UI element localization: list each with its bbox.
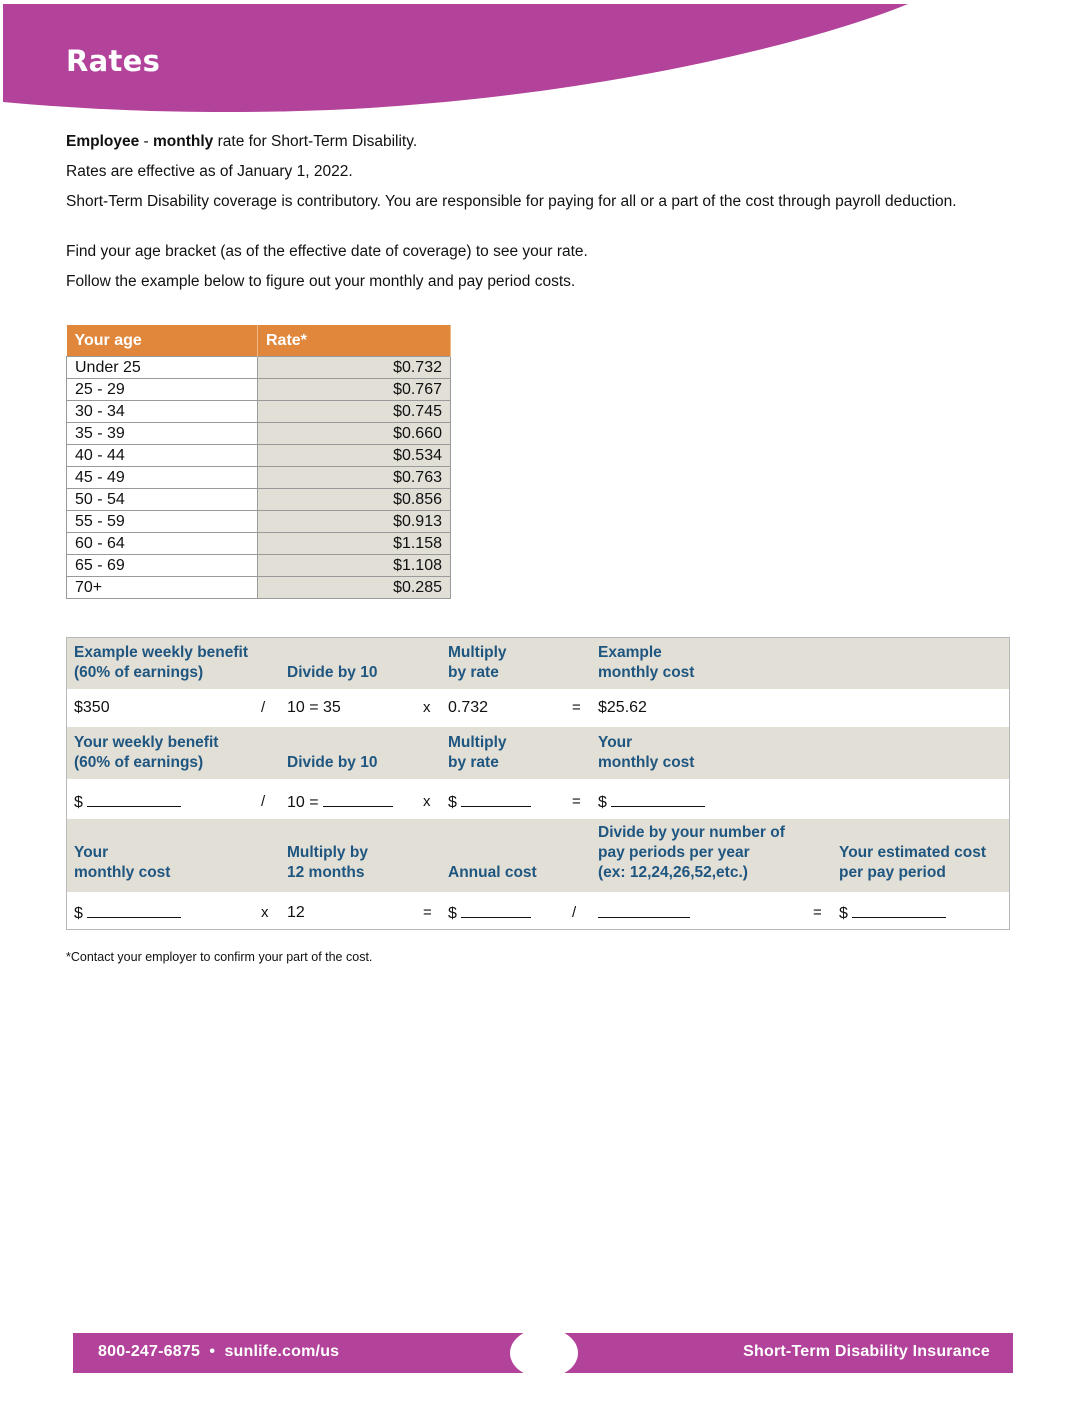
your-cost-label: Your monthly cost — [598, 734, 695, 771]
page-title: Rates — [66, 44, 161, 78]
your-benefit-label: Your weekly benefit (60% of earnings) — [74, 734, 219, 771]
example-values-row — [67, 689, 1009, 727]
rates-table-row — [67, 467, 451, 489]
your-values-row — [67, 779, 1009, 819]
rate-cell: $0.660 — [258, 423, 451, 445]
example-divide-value: 10 = 35 — [287, 699, 341, 716]
rates-table-row — [67, 357, 451, 379]
rates-table-row — [67, 555, 451, 577]
rates-table-body — [67, 357, 451, 599]
rate-cell: $0.285 — [258, 577, 451, 599]
age-bracket-cell: 30 - 34 — [67, 401, 258, 423]
intro-line-2: Rates are effective as of January 1, 2022. — [66, 163, 353, 180]
footer-contact — [98, 1343, 339, 1361]
age-bracket-cell: 70+ — [67, 577, 258, 599]
age-bracket-cell: Under 25 — [67, 357, 258, 379]
header-banner — [0, 0, 1088, 130]
rates-table-row — [67, 379, 451, 401]
equals-operator: = — [572, 793, 581, 810]
divide-operator: / — [261, 699, 266, 716]
rate-cell: $1.158 — [258, 533, 451, 555]
pay-periods-label: Divide by your number of pay periods per year (ex: 12,24,26,52,etc.) — [598, 824, 785, 881]
intro-line-1 — [66, 132, 966, 151]
equals-operator: = — [423, 904, 432, 921]
footnote: *Contact your employer to confirm your part of the cost. — [66, 950, 373, 964]
annual-multiply-label: Multiply by 12 months — [287, 844, 368, 881]
pay-periods-field[interactable] — [598, 903, 690, 924]
equals-operator: = — [572, 699, 581, 716]
rates-table-row — [67, 489, 451, 511]
divide-operator: / — [572, 904, 577, 921]
intro-line-3: Short-Term Disability coverage is contributory. You are responsible for paying for all or a part of the cost through payroll deduction. — [66, 193, 957, 210]
your-multiply-label: Multiply by rate — [448, 734, 507, 771]
rate-cell: $0.913 — [258, 511, 451, 533]
intro-bold-monthly: monthly — [153, 133, 214, 150]
your-divide-label: Divide by 10 — [287, 754, 378, 771]
rate-cell: $0.732 — [258, 357, 451, 379]
age-bracket-cell: 55 - 59 — [67, 511, 258, 533]
annual-header-band — [67, 819, 1009, 892]
example-benefit-label: Example weekly benefit (60% of earnings) — [74, 644, 249, 681]
rates-table-row — [67, 577, 451, 599]
your-header-band — [67, 727, 1009, 779]
age-bracket-cell: 25 - 29 — [67, 379, 258, 401]
rates-table-header — [67, 325, 451, 357]
footer-website-link[interactable]: sunlife.com/us — [224, 1343, 340, 1360]
age-bracket-cell: 45 - 49 — [67, 467, 258, 489]
col-header-age: Your age — [67, 325, 258, 357]
your-rate-field[interactable]: $ — [448, 792, 531, 813]
estimated-cost-field[interactable]: $ — [839, 903, 946, 924]
age-bracket-cell: 50 - 54 — [67, 489, 258, 511]
annual-monthly-label: Your monthly cost — [74, 844, 171, 881]
footer-product-name: Short-Term Disability Insurance — [743, 1343, 990, 1360]
example-multiply-label: Multiply by rate — [448, 644, 507, 681]
annual-values-row — [67, 892, 1009, 929]
intro-line-4: Find your age bracket (as of the effective date of coverage) to see your rate. — [66, 243, 588, 260]
rates-table-row — [67, 511, 451, 533]
divide-operator: / — [261, 793, 266, 810]
rate-cell: $0.763 — [258, 467, 451, 489]
intro-line-1-rest: rate for Short-Term Disability. — [213, 133, 418, 150]
example-divide-label: Divide by 10 — [287, 664, 378, 681]
annual-cost-field[interactable]: $ — [448, 903, 531, 924]
footer-phone[interactable]: 800-247-6875 — [98, 1343, 201, 1360]
rate-cell: $0.745 — [258, 401, 451, 423]
intro-separator: - — [139, 133, 154, 150]
example-rate-value: 0.732 — [448, 699, 489, 716]
rates-table — [66, 325, 451, 599]
your-cost-field[interactable]: $ — [598, 792, 705, 813]
annual-cost-label: Annual cost — [448, 864, 537, 881]
multiply-operator: x — [261, 904, 269, 921]
age-bracket-cell: 35 - 39 — [67, 423, 258, 445]
intro-bold-employee: Employee — [66, 133, 140, 150]
example-cost-value: $25.62 — [598, 699, 647, 716]
multiply-operator: x — [423, 699, 431, 716]
your-benefit-field[interactable]: $ — [74, 792, 181, 813]
rates-table-row — [67, 445, 451, 467]
your-divide-field[interactable]: 10 = — [287, 792, 393, 813]
rates-table-row — [67, 401, 451, 423]
rates-table-row — [67, 423, 451, 445]
col-header-rate: Rate* — [258, 325, 451, 357]
age-bracket-cell: 65 - 69 — [67, 555, 258, 577]
rates-table-row — [67, 533, 451, 555]
intro-line-5: Follow the example below to figure out your monthly and pay period costs. — [66, 273, 576, 290]
equals-operator: = — [813, 904, 822, 921]
estimated-cost-label: Your estimated cost per pay period — [839, 844, 987, 881]
rate-cell: $1.108 — [258, 555, 451, 577]
footer-bullet: • — [209, 1343, 216, 1360]
annual-monthly-field[interactable]: $ — [74, 903, 181, 924]
months-value: 12 — [287, 904, 305, 921]
example-benefit-value: $350 — [74, 699, 110, 716]
multiply-operator: x — [423, 793, 431, 810]
age-bracket-cell: 40 - 44 — [67, 445, 258, 467]
rate-cell: $0.856 — [258, 489, 451, 511]
example-header-band — [67, 638, 1009, 689]
cost-worksheet — [66, 637, 1010, 930]
example-cost-label: Example monthly cost — [598, 644, 695, 681]
rate-cell: $0.767 — [258, 379, 451, 401]
footer-divider-shape — [510, 1328, 578, 1378]
rate-cell: $0.534 — [258, 445, 451, 467]
age-bracket-cell: 60 - 64 — [67, 533, 258, 555]
